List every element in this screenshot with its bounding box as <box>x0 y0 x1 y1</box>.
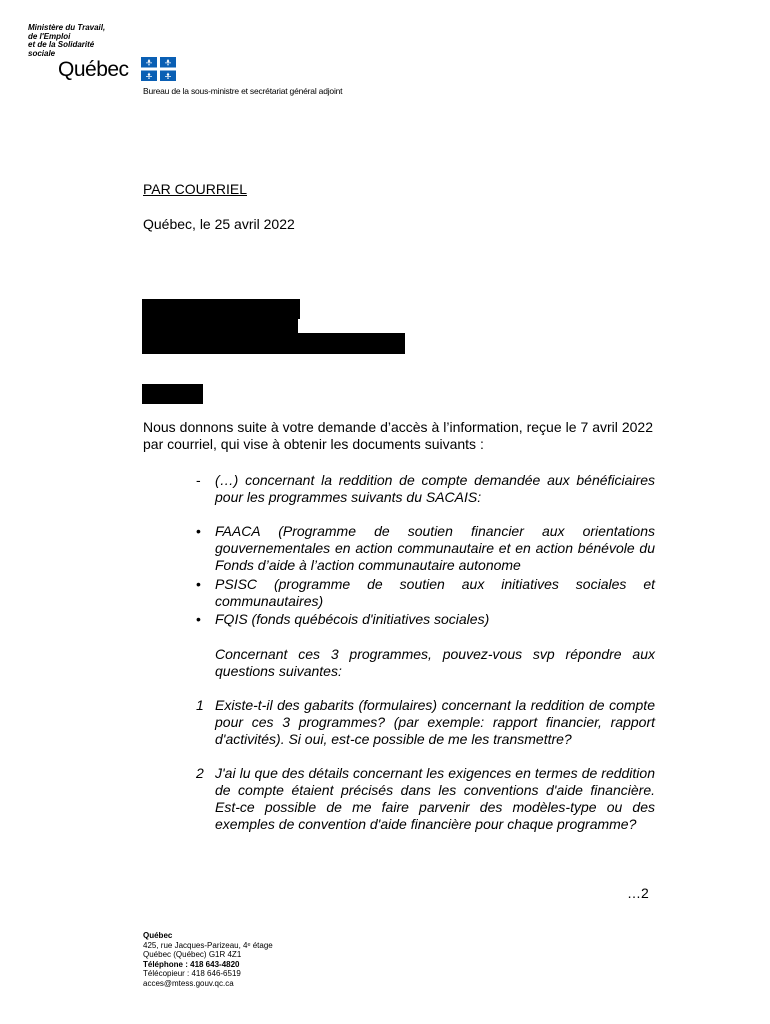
intro-paragraph: Nous donnons suite à votre demande d’accès à l’information, reçue le 7 avril 2022 par courriel, qui vise à obtenir les documents suivants : <box>143 419 653 452</box>
page-continuation: …2 <box>627 885 649 901</box>
program-bullet: FQIS (fonds québécois d'initiatives sociales) <box>215 611 490 627</box>
footer-phone: Téléphone : 418 643-4820 <box>143 959 240 969</box>
question-text: J'ai lu que des détails concernant les exigences en termes de reddition de compte étaient précisés dans les conventions d'aide financière. Est-ce possible de me faire parvenir des modèles-type ou des exemples de convention d'aide financière pour chaque programme? <box>215 765 655 832</box>
bureau-name: Bureau de la sous-ministre et secrétariat général adjoint <box>143 86 343 96</box>
redacted-block <box>142 299 300 319</box>
ministry-line: Ministère du Travail, <box>28 23 106 32</box>
question-text: Existe-t-il des gabarits (formulaires) concernant la reddition de compte pour ces 3 programmes? (par exemple: rapport financier, rapport d'activités). Si oui, est-ce possible de me les transmettre? <box>215 697 655 747</box>
dash-marker: - <box>196 472 201 488</box>
program-bullet: FAACA (Programme de soutien financier aux orientations gouvernementales en action communautaire et en action bénévole du Fonds d’aide à l’action communautaire autonome <box>215 523 655 573</box>
redacted-block <box>142 384 203 404</box>
letter-subject: PAR COURRIEL <box>143 181 247 197</box>
ministry-line: de l'Emploi <box>28 31 71 41</box>
program-bullet: PSISC (programme de soutien aux initiatives sociales et communautaires) <box>215 576 655 609</box>
request-item: (…) concernant la reddition de compte demandée aux bénéficiaires pour les programmes suivants du SACAIS: <box>215 472 655 505</box>
footer-email: acces@mtess.gouv.qc.ca <box>143 978 234 988</box>
bullet-marker: • <box>196 576 201 592</box>
quebec-logo-text: Québec <box>58 58 129 81</box>
footer-street: 425, rue Jacques-Parizeau, 4ᵉ étage <box>143 940 273 950</box>
bullet-marker: • <box>196 523 201 539</box>
question-number: 2 <box>196 765 204 781</box>
redacted-block <box>142 333 405 354</box>
footer-address <box>143 931 273 988</box>
ministry-line: sociale <box>28 48 56 58</box>
letter-date: Québec, le 25 avril 2022 <box>143 216 295 232</box>
ministry-name <box>28 24 148 58</box>
quebec-flag-icon <box>141 57 176 81</box>
bullet-marker: • <box>196 611 201 627</box>
footer-fax: Télécopieur : 418 646-6519 <box>143 969 241 978</box>
question-number: 1 <box>196 697 204 713</box>
footer-postal: Québec (Québec) G1R 4Z1 <box>143 950 242 959</box>
footer-city: Québec <box>143 931 173 940</box>
ministry-line: et de la Solidarité <box>28 40 95 49</box>
programs-question: Concernant ces 3 programmes, pouvez-vous svp répondre aux questions suivantes: <box>215 646 655 679</box>
